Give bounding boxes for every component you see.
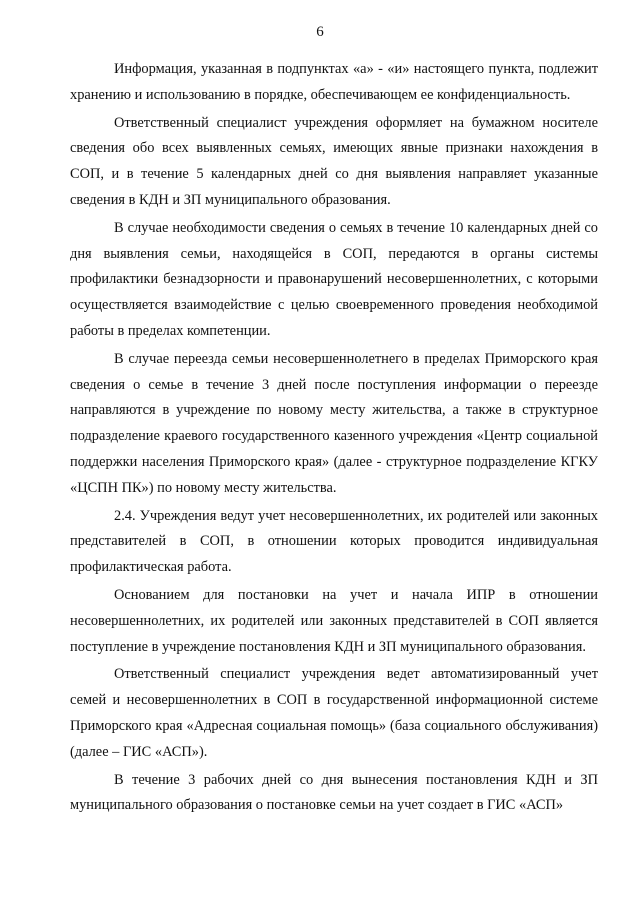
paragraph-gis-asp-entry: В течение 3 рабочих дней со дня вынесения постановления КДН и ЗП муниципального образования о постановке семьи на учет создает в ГИС «АСП» [70,771,598,814]
paragraph-section-2-4: 2.4. Учреждения ведут учет несовершеннолетних, их родителей или законных представителей в СОП, в отношении которых проводится индивидуальная профилактическая работа. [70,507,598,576]
paragraph-automated-records: Ответственный специалист учреждения ведет автоматизированный учет семей и несовершеннолетних в СОП в государственной информационной системе Приморского края «Адресная социальная помощь» (база социального обслуживания) (далее – ГИС «АСП»). [70,666,598,760]
page-number: 6 [316,24,324,40]
document-body [70,57,598,821]
paragraph-specialist-records: Ответственный специалист учреждения оформляет на бумажном носителе сведения обо всех выявленных семьях, имеющих явные признаки нахождения в СОП, и в течение 5 календарных дней со дня выявления направляет указанные сведения в КДН и ЗП муниципального образования. [70,114,598,208]
paragraph-confidentiality: Информация, указанная в подпунктах «а» - «и» настоящего пункта, подлежит хранению и использованию в порядке, обеспечивающем ее конфиденциальность. [70,61,598,103]
paragraph-family-relocation: В случае переезда семьи несовершеннолетнего в пределах Приморского края сведения о семье в течение 3 дней после поступления информации о переезде направляются в учреждение по новому месту жительства, а также в структурное подразделение краевого государственного казенного учреждения «Центр социальной поддержки населения Приморского края» (далее - структурное подразделение КГКУ «ЦСПН ПК») по новому месту жительства. [70,350,598,496]
paragraph-registration-basis: Основанием для постановки на учет и начала ИПР в отношении несовершеннолетних, их родителей или законных представителей в СОП является поступление в учреждение постановления КДН и ЗП муниципального образования. [70,586,598,655]
paragraph-information-transfer: В случае необходимости сведения о семьях в течение 10 календарных дней со дня выявления семьи, находящейся в СОП, передаются в органы системы профилактики безнадзорности и правонарушений несовершеннолетних, с которыми осуществляется взаимодействие с целью своевременного проведения необходимой работы в пределах компетенции. [70,219,598,339]
